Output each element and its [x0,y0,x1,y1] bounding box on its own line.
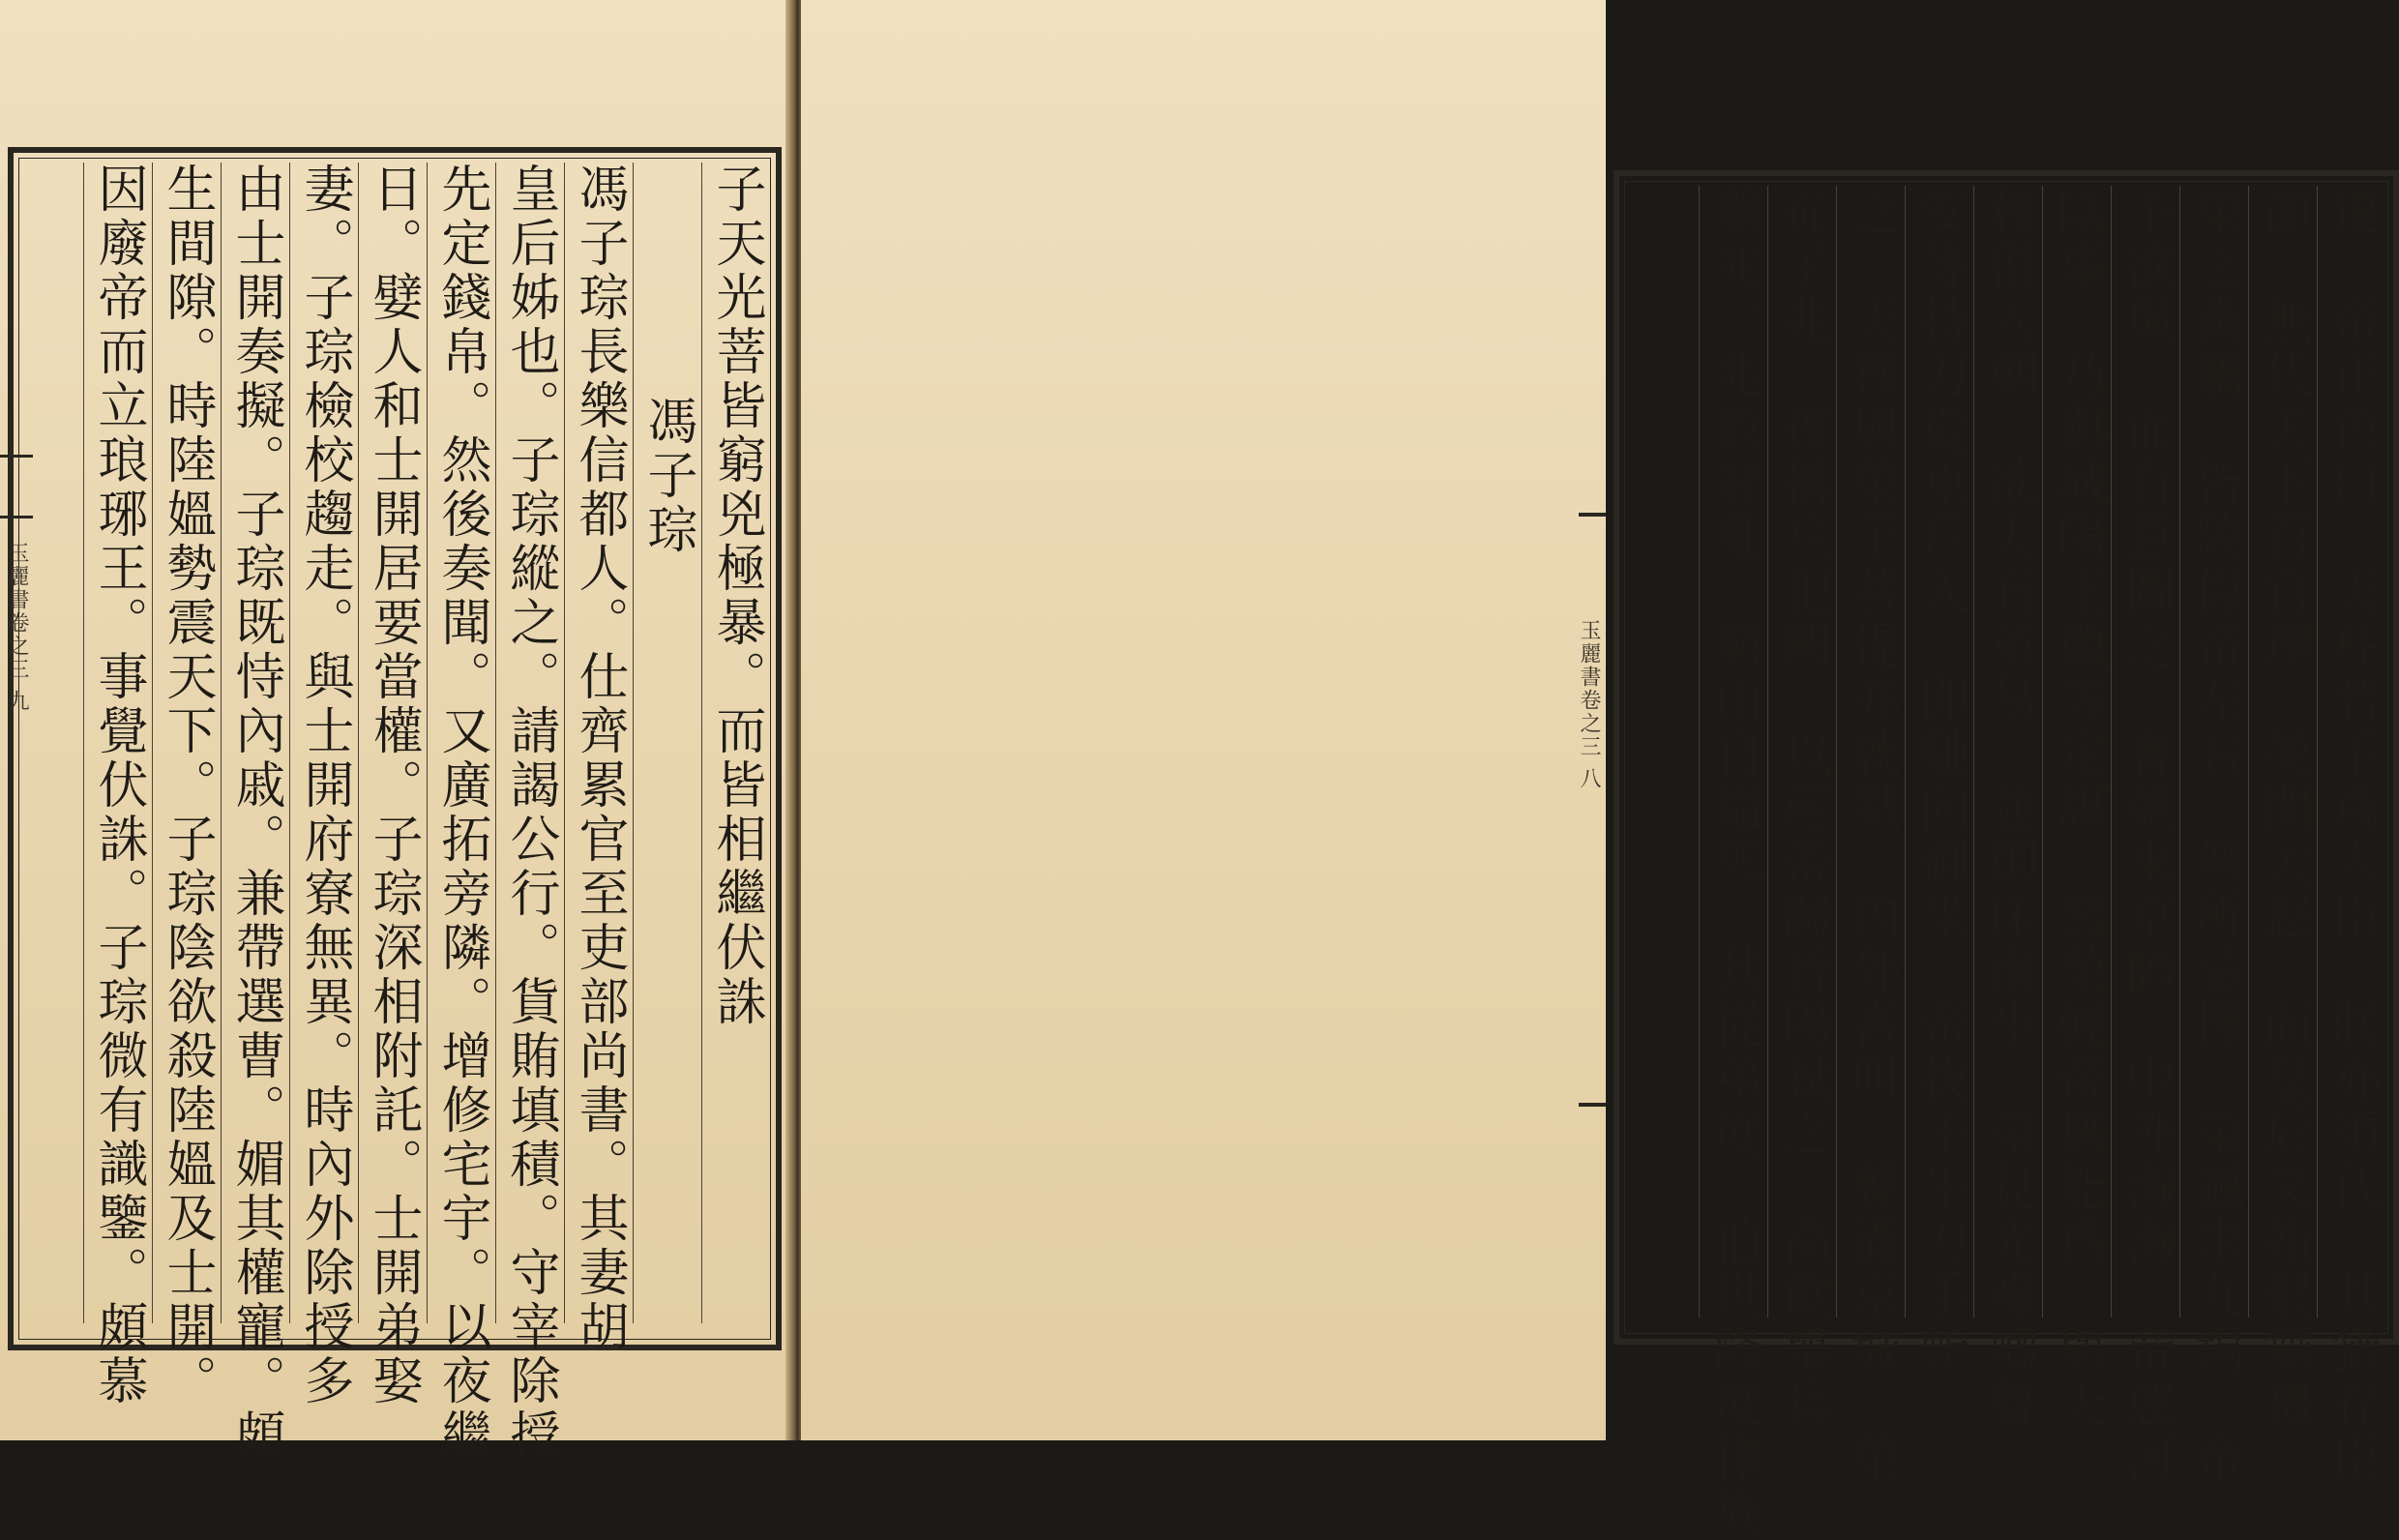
text-column: 榮之黨屬。皆陵侮帝左右。無所忌憚。榮諷求九錫。帝 [2179,186,2248,1318]
text-column: 節。無代天下百官理。榮聞大怒。而皇后又妬恨無禮 [2248,186,2317,1318]
fold-label-left: 玉麗書卷之三 九 [5,542,29,713]
text-column: 子天光菩皆窮兇極暴。而皆相繼伏誅 [701,163,770,1323]
text-column: 先定錢帛。然後奏聞。又廣拓旁隣。增修宅宇。以夜繼 [427,163,495,1323]
text-column: 馮子琮長樂信都人。仕齊累官至吏部尚書。其妻胡 [564,163,633,1323]
text-column: 不欲與。而有意圖之。會榮來京師。中外洶洶。帝懲河 [2111,186,2179,1318]
right-page [801,0,2381,1540]
text-column: 日。嬖人和士開居要當權。子琮深相附託。士開弟娶 [358,163,427,1323]
text-column: 之。天穆與榮子菩提亦就戮。內外喜叫。聲滿京城。榮 [1836,186,1905,1318]
text-column: 皇后姊也。子琮縱之。請謁公行。貨賄填積。守宰除授。 [495,163,564,1323]
text-column: 擊兆。兆敗窘亂。窮山自縊死。其從弟度。伯世隆度律族 [1699,186,1767,1318]
left-text-block [25,163,770,1517]
text-column: 由士開奏擬。子琮既恃內戚。兼帶選曹。媚其權寵。頗 [221,163,289,1323]
text-column: 違。帝正色曰。天柱若不爲人臣。朕亦須代。其猶存臣 [2317,186,2385,1318]
right-text-block [1631,186,2385,1540]
text-column: 妻。子琮檢校趨走。與士開府寮無異。時內外除授多 [289,163,358,1323]
fold-mark [1579,1103,1606,1107]
text-column: 安等持刀從東戶入。即馳向御坐。帝拔千牛刀手斬 [1905,186,1973,1318]
fold-label: 玉麗書卷之三 八 [1577,619,1601,790]
fold-mark [1579,513,1606,517]
biography-heading: 馮子琮 [633,163,701,1323]
left-page [0,0,791,1517]
text-column: 穆俱入朝。欲大有革易。並御床南坐。榮見光祿卿魯 [1973,186,2042,1318]
text-column: 生間隙。時陸媼勢震天下。子琮陰欲殺陸媼及士開。 [152,163,221,1323]
text-column: 陰事。乃與城陽王徽等定謀。然榮輕帝無能爲。與天 [2042,186,2111,1318]
text-column: 因廢帝而立琅琊王。事覺伏誅。子琮微有識鑒。頗慕 [83,163,152,1323]
text-column: 從子兆。復稱兵犯闕。以莊帝歸晉陽弒之。高歡舉兵 [1767,186,1836,1318]
